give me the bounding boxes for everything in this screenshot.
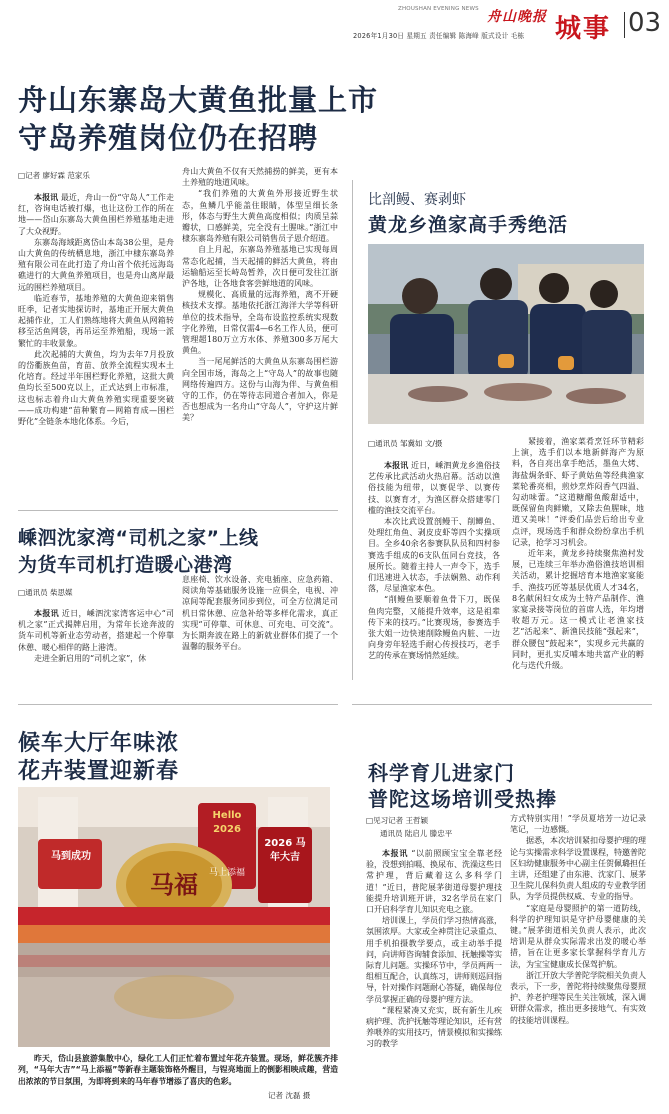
byline: □记者 廖好霖 范家乐 [18,171,90,180]
lead-tag: 本报讯 [384,460,409,470]
headline-line2: 守岛养殖岗位仍在招聘 [18,121,319,155]
sign-ma-dao-cheng-gong: 马到成功 [51,851,91,862]
header-divider [624,12,625,38]
paragraph: 走进全新启用的“司机之家”，休 [34,653,147,663]
spring-flowers-photo-illustration [18,787,330,1047]
paper-english-name: ZHOUSHAN EVENING NEWS [398,6,479,12]
article-column [18,608,174,686]
headline: 黄龙乡渔家高手秀绝活 [368,214,569,236]
byline: 通讯员 陆启儿 滕忠平 [380,829,453,838]
paragraph: 紧接着，渔家菜肴烹饪环节精彩上演，选手们以本地新鲜海产为原料，各自亮出拿手绝活，墨鱼大烤、海盐焗条虾、虾子黄姑鱼等经典渔家菜轮番亮相，煎炒烹炸闷香气四溢、勾动味蕾。“这道糖醋鱼酸甜适中，既保留鱼肉鲜嫩，又除去鱼腥味，地道又美味！”评委们品尝后给出专业点评，现场选手和群众纷纷拿出手机记录，抢学习习机会。 [512,437,644,547]
paragraph: 近日，嵊泗沈家湾客运中心“司机之家”正式揭牌启用，为常年长途奔波的货车司机等新业态劳动者，搭建起一个停靠休憩、暖心相伴的路上港湾。 [18,609,174,652]
sign-ma-shang-tian-fu: 马上添福 [208,868,245,878]
headline-line2: 为货车司机打造暖心港湾 [18,554,233,576]
sign-ma-fu: 马福 [150,870,198,899]
paragraph: “以前照顾宝宝全靠老经验，没想到拍嗝、换尿布、洗澡这些日常护理，背后藏着这么多科学门道！”近日，普陀展茅街道母婴护理技能提升培训班开讲，32名学员在家门口开启科学育儿知识充电之旅。 [366,849,502,915]
article-column [182,166,338,504]
photo-caption: 昨天，岱山县旅游集散中心，绿化工人们正忙着布置过年花卉装置。现场，鲜花簇齐排列，“马年大吉”“马上添福”等新春主题装饰格外醒目，与锃亮地面上的倒影相映成趣，营造出浓浓的节日氛围，为即将到来的马年春节增添了喜庆的色彩。 [18,1054,338,1086]
page-number: 03 [628,8,662,38]
paper-logo: 舟山晚报 [487,9,547,25]
column-divider [352,180,353,680]
kicker: 比剖鳗、赛剥虾 [368,192,466,208]
byline: □见习记者 王哲颖 [366,816,428,825]
article-column [366,848,502,1110]
byline: □通讯员 邹冀如 文/摄 [368,439,443,448]
paragraph: “削鳗鱼要顺着鱼骨下刀，既保鱼肉完整，又能提升效率，这是祖辈传下来的技巧。”比赛现场，参赛选手张大姐一边快速削除鳗鱼内脏、一边向身旁年轻选手耐心传授技巧，老手艺的传承在赛场悄然延续。 [368,595,500,661]
paragraph: 近日，嵊泗黄龙乡渔俗技艺传承比武活动火热启幕。活动以渔俗技能为纽带，以赛促学、以赛传技、以赛育才，为渔区群众搭建零门槛的渔技交流平台。 [368,461,500,515]
spring-flowers-photo [18,787,330,1047]
article-column [182,574,338,686]
lead-tag: 本报讯 [34,192,59,202]
headline-line1: 科学育儿进家门 [368,761,515,785]
sign-ma-nian-da-ji: 2026 马年大吉 [264,838,306,863]
paragraph: 息座椅、饮水设备、充电插座、应急药箱、阅读角等基础服务设施一应俱全，电视、冲凉间等配套服务同步到位，可全方位满足司机日常休憩、应急补给等多样化需求，真正实现“可停靠、可休息、可充电、可交流”。为长期奔波在路上的新就业群体们提了一个温馨的服务平台。 [182,575,338,652]
paragraph: 培训课上，学员们学习热情高涨，氛围浓厚。大家或全神贯注记录重点、用手机拍摄教学要点，或主动举手提问，向讲师咨询辅食添加、抚触操等实际育儿问题。实操环节中，学员两两一组相互配合，认真练习，讲师则巡回指导，针对操作问题耐心答疑，确保每位学员掌握正确的母婴护理方法。 [366,916,502,1004]
headline-line2: 花卉装置迎新春 [18,759,180,784]
fish-skills-photo [368,244,644,424]
headline-line1: 舟山东寨岛大黄鱼批量上市 [18,83,379,117]
paragraph: 东寨岛海域距离岱山本岛38公里，是舟山大黄鱼的传统栖息地，浙江中棣东寨岛养殖有限公司在此打造了舟山首个依托远海岛礁进行的大黄鱼养殖项目，也是舟山离岸最远的围栏养殖项目。 [18,237,174,292]
paragraph: 据悉，本次培训紧扣母婴护理的理论与实操需求科学设置课程，特邀普陀区妇幼健康服务中心副主任贺佩璐担任主讲，还组建了由东港、沈家门、展茅卫生院儿保科负责人组成的专业教学团队，为学员提供权威、专业的指导。 [510,836,646,902]
article-column [512,436,644,684]
paragraph: “家庭是母婴照护的第一道防线，科学的护理知识是守护母婴健康的关键。”展茅街道相关负责人表示，此次培训是从群众实际需求出发的暖心举措，旨在让更多家长掌握科学育儿方法，为宝宝健康成长保驾护航。 [510,903,646,969]
section-rule [18,510,338,511]
lead-tag: 本报讯 [34,608,59,618]
fish-skills-photo-illustration [368,244,644,424]
lead-tag: 本报讯 [382,848,409,858]
paragraph: 此次起捕的大黄鱼，均为去年7月投放的岱衢族鱼苗，育苗、放养全流程实现本土化培育。经过半年围栏野化养殖，这批大黄鱼均长至500克以上，正式达到上市标准，这也标志着舟山大黄鱼养殖实现重要突破——成功构建“苗种繁育—网箱育成—围栏野化”全链条本地化体系。今后， [18,349,174,427]
paragraph: 近年来，黄龙乡持续聚焦渔村发展，已连续三年举办渔俗渔技培训相关活动，累计挖掘培育本地渔家宴能手、渔技巧匠等基层优质人才34名，8名献闲妇女成为土特产品制作、渔家宴录接等岗位的首席人选，年均增收超万元。这一模式让老渔家技艺“活起来”、新渔民技能“强起来”，群众腰包“鼓起来”，实现乡元共赢的同时，更扎实反哺本地共富产业的孵化与迭代升级。 [512,549,644,671]
section-rule [352,704,652,705]
paragraph: 临近春节，基地养殖的大黄鱼迎来销售旺季，记者实地探访时，基地正开展大黄鱼起捕作业，工人们熟练地将大黄鱼从网箱转移至活鱼网袋，再吊运至养殖船，现场一派繁忙的丰收景象。 [18,293,174,348]
paragraph: “我们养殖的大黄鱼外形接近野生状态，鱼鳞几乎能盖住眼睛，体型呈细长条形，体态与野生大黄鱼高度相似；肉质呈蒜瓣状，口感鲜美，完全没有土腥味。”浙江中棣东寨岛养殖有限公司销售员子恩介绍道。 [182,189,338,244]
paragraph: “课程紧凑又充实，既有新生儿疾病护理、洗护抚触等理论知识，还有营养喂养的实用技巧，情景模拟和实操练习的教学 [366,1005,502,1049]
article-column [510,813,646,1110]
paragraph: 最近，舟山一份“守岛人”工作走红，咨询电话被打爆，也让这份工作的所在地——岱山东寨岛大黄鱼围栏养殖基地走进了大众视野。 [18,193,174,236]
article-column [368,460,500,684]
headline-line1: 嵊泗沈家湾“司机之家”上线 [18,527,259,549]
paragraph: 本次比武设置剖鳗干、削鲫鱼、处理红角鱼、剥皮皮虾等四个实操项目。全乡40余名参赛队队员和四村参赛选手组成的6支队伍同台竞技，各展所长。随着主持人一声令下，选手们迅速进入状态，手法娴熟、动作利落，尽显渔家本色。 [368,517,500,594]
paragraph: 自上月起，东寨岛养殖基地已实现每周常态化起捕，当天起捕的鲜活大黄鱼，将由运输船运至长峙岛暂养，次日便可发往江浙沪各地，让各地食客尝鲜地道的风味。 [182,245,338,289]
section-name: 城事 [555,14,612,44]
paragraph: 浙江开放大学普陀学院相关负责人表示，下一步，普陀将持续聚焦母婴照护、养老护理等民生关注领域，深入调研群众需求，推出更多接地气、有实效的技能培训课程。 [510,970,646,1025]
paragraph: 方式特别实用！”学员夏培芳一边记录笔记，一边感慨。 [510,814,646,835]
masthead [0,0,669,46]
headline-line2: 普陀这场培训受热捧 [368,787,557,811]
paragraph: 规模化、高质量的远海养殖，离不开硬核技术支撑。基地依托浙江海洋大学等科研单位的技术指导，全岛布设监控系统实现数字化养殖，日常仅需4—6名工作人员，便可管理超180万立方水体、养殖300多万尾大黄鱼。 [182,290,338,356]
article-column [18,192,174,504]
headline-line1: 候车大厅年味浓 [18,731,180,756]
date-line: 2026年1月30日 星期五 责任编辑 陈海峰 版式设计 毛栋 [353,32,525,40]
paragraph: 当一尾尾鲜活的大黄鱼从东寨岛围栏游向全国市场，海岛之上“守岛人”的故事也随网络传遍四方。这份与山海为伴、与黄鱼相守的工作，仍在等待志同道合者加入，你是否也想成为一名舟山“守岛人”，守护这片鲜美？ [182,357,338,423]
sign-hello-2026: Hello 2026 [212,810,242,835]
paragraph: 舟山大黄鱼不仅有天然捕捞的鲜美，更有本土养殖的地道风味。 [182,167,338,188]
photo-credit: 记者 沈磊 摄 [268,1091,311,1100]
section-rule [18,704,338,705]
byline: □通讯员 柴思媒 [18,588,73,597]
